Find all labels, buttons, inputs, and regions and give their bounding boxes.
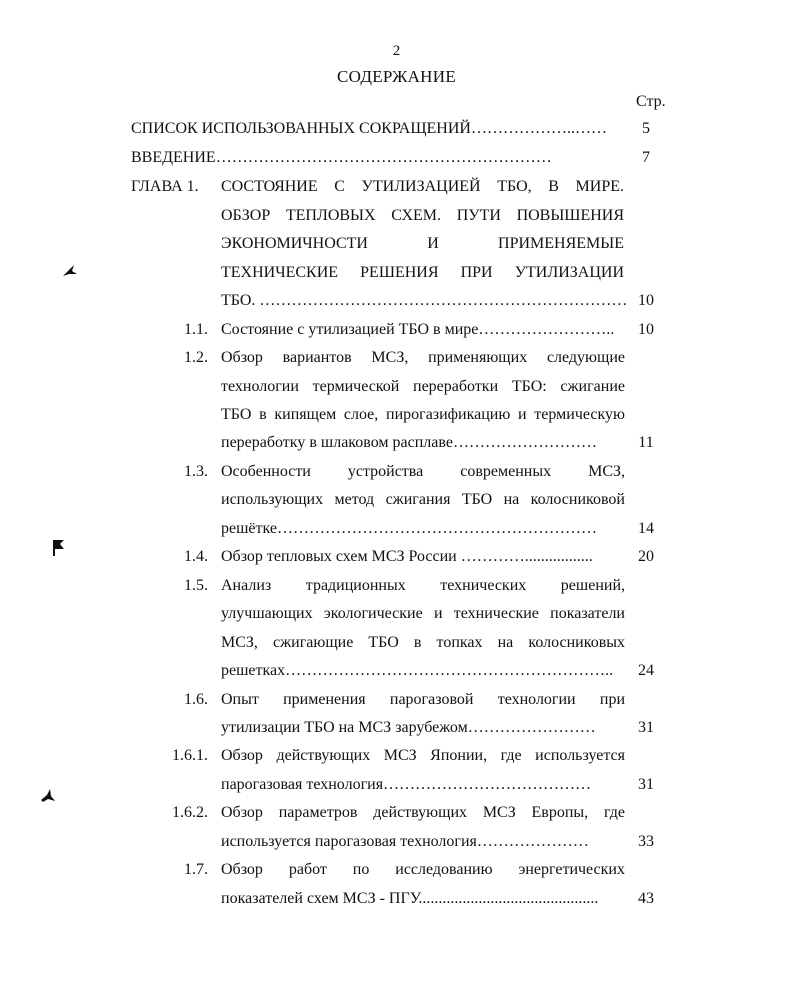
toc-entry-text: Обзор действующих МСЗ Японии, где используется	[221, 747, 625, 764]
toc-entry-text: ВВЕДЕНИЕ………………………………………………………	[131, 149, 552, 166]
toc-entry-page: 33	[638, 833, 654, 850]
toc-entry-text: парогазовая технология…………………………………	[221, 776, 592, 793]
toc-entry-text: Обзор тепловых схем МСЗ России ………….................	[221, 548, 593, 565]
toc-entry-page: 43	[638, 890, 654, 907]
section-number: 1.1.	[184, 321, 208, 338]
page-number: 2	[392, 43, 401, 59]
toc-entry-page: 20	[638, 548, 654, 565]
toc-entry-text: ТЕХНИЧЕСКИЕ РЕШЕНИЯ ПРИ УТИЛИЗАЦИИ	[221, 264, 624, 281]
toc-entry-text: МСЗ, сжигающие ТБО в топках на колосниковых	[221, 634, 625, 651]
section-number: 1.4.	[184, 548, 208, 565]
toc-entry-text: утилизации ТБО на МСЗ зарубежом……………………	[221, 719, 596, 736]
section-number: 1.5.	[184, 577, 208, 594]
page-column-label: Стр.	[636, 93, 666, 110]
section-number: 1.6.	[184, 691, 208, 708]
toc-entry-text: Состояние с утилизацией ТБО в мире……………………..	[221, 321, 615, 338]
toc-entry-page: 5	[642, 120, 650, 137]
toc-entry-text: Анализ традиционных технических решений,	[221, 577, 625, 594]
toc-entry-text: переработку в шлаковом расплаве………………………	[221, 434, 597, 451]
section-number: 1.2.	[184, 349, 208, 366]
toc-entry-text: Особенности устройства современных МСЗ,	[221, 463, 625, 480]
toc-entry-text: показателей схем МСЗ - ПГУ.............................................	[221, 890, 599, 907]
toc-entry-text: ОБЗОР ТЕПЛОВЫХ СХЕМ. ПУТИ ПОВЫШЕНИЯ	[221, 207, 624, 224]
toc-entry-text: решетках……………………………………………………..	[221, 662, 614, 679]
margin-flag-icon	[50, 538, 68, 558]
toc-entry-text: использующих метод сжигания ТБО на колосниковой	[221, 491, 625, 508]
toc-entry-page: 10	[638, 321, 654, 338]
toc-entry-page: 7	[642, 149, 650, 166]
toc-entry-text: Обзор вариантов МСЗ, применяющих следующие	[221, 349, 625, 366]
toc-entry-text: улучшающих экологические и технические показатели	[221, 605, 625, 622]
toc-entry-text: решётке……………………………………………………	[221, 520, 597, 537]
section-number: 1.6.2.	[172, 804, 208, 821]
toc-entry-page: 14	[638, 520, 654, 537]
margin-mark-icon	[60, 260, 80, 280]
toc-entry-text: ТБО в кипящем слое, пирогазификацию и термическую	[221, 406, 625, 423]
page-title: СОДЕРЖАНИЕ	[336, 67, 457, 86]
toc-entry-text: Обзор параметров действующих МСЗ Европы, где	[221, 804, 625, 821]
toc-entry-text: Обзор работ по исследованию энергетических	[221, 861, 625, 878]
section-number: 1.7.	[184, 861, 208, 878]
chapter-number: ГЛАВА 1.	[131, 178, 199, 195]
section-number: 1.3.	[184, 463, 208, 480]
toc-entry-text: СОСТОЯНИЕ С УТИЛИЗАЦИЕЙ ТБО, В МИРЕ.	[221, 178, 624, 195]
toc-entry-text: Опыт применения парогазовой технологии при	[221, 691, 625, 708]
toc-entry-text: технологии термической переработки ТБО: сжигание	[221, 378, 625, 395]
toc-entry-page: 10	[638, 292, 654, 309]
toc-entry-text: ТБО. ……………………………………………………………	[221, 292, 628, 309]
toc-entry-text: используется парогазовая технология…………………	[221, 833, 589, 850]
toc-entry-page: 31	[638, 719, 654, 736]
toc-entry-text: СПИСОК ИСПОЛЬЗОВАННЫХ СОКРАЩЕНИЙ………………..……	[131, 120, 607, 137]
toc-entry-page: 31	[638, 776, 654, 793]
margin-mark-icon	[38, 786, 58, 806]
toc-entry-page: 11	[638, 434, 654, 451]
section-number: 1.6.1.	[172, 747, 208, 764]
toc-entry-text: ЭКОНОМИЧНОСТИ И ПРИМЕНЯЕМЫЕ	[221, 235, 624, 252]
toc-entry-page: 24	[638, 662, 654, 679]
